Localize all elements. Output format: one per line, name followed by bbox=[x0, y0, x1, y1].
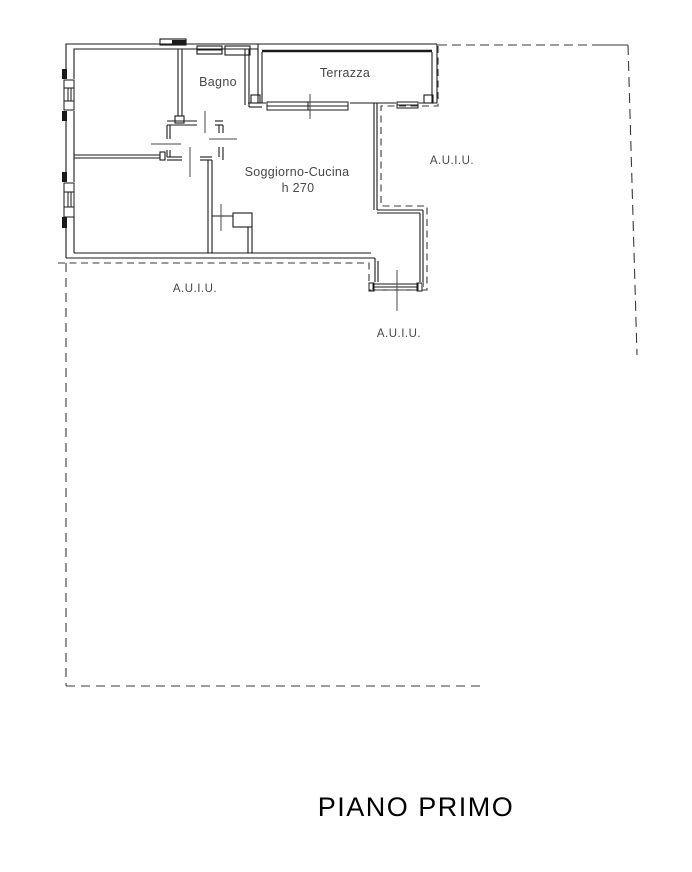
window-symbol-terrace-right bbox=[396, 101, 419, 109]
window-symbol-left-2 bbox=[61, 182, 76, 217]
room-label-terrazza: Terrazza bbox=[319, 66, 371, 80]
room-label-soggiorno-height: h 270 bbox=[281, 181, 315, 195]
dashed-boundaries bbox=[57, 45, 637, 686]
area-annotations bbox=[173, 155, 474, 340]
room-labels bbox=[199, 66, 370, 195]
sliding-door-symbol bbox=[266, 101, 350, 111]
door-center-ticks bbox=[151, 94, 397, 311]
window-symbol-left-1 bbox=[61, 79, 76, 111]
room-label-bagno: Bagno bbox=[199, 75, 237, 89]
dashed-right-line bbox=[628, 45, 637, 355]
plan-title: PIANO PRIMO bbox=[317, 792, 515, 822]
annotation-auiu-left: A.U.I.U. bbox=[172, 283, 218, 295]
annotation-auiu-right: A.U.I.U. bbox=[429, 155, 475, 167]
room-label-soggiorno-cucina: Soggiorno-Cucina bbox=[244, 165, 350, 179]
hallway-walls bbox=[74, 121, 223, 160]
annotation-auiu-bottom: A.U.I.U. bbox=[376, 328, 422, 340]
